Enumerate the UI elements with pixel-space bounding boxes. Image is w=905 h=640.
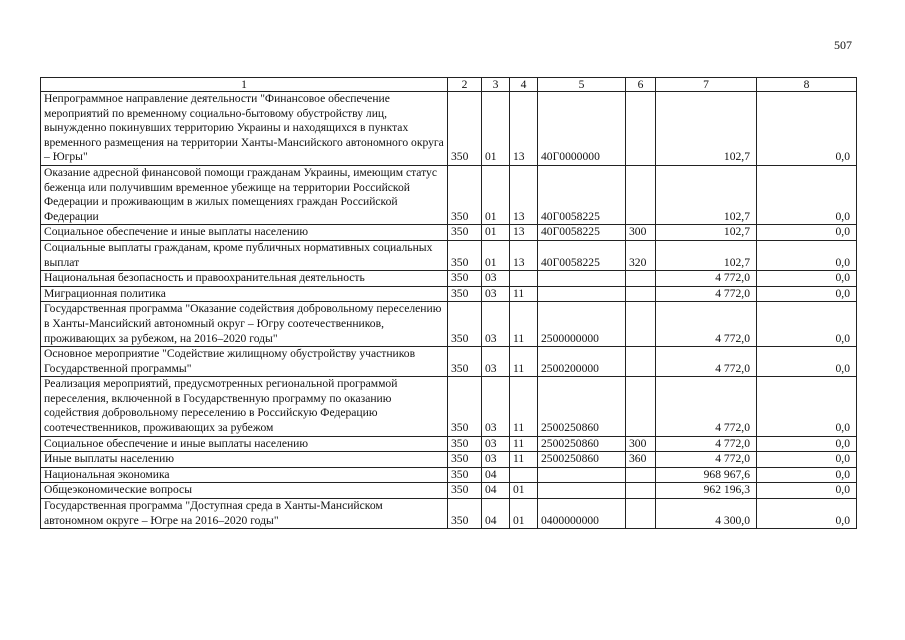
amount-year-2: 0,0 xyxy=(757,165,857,224)
amount-year-2: 0,0 xyxy=(757,92,857,166)
code-target: 40Г0058225 xyxy=(538,165,626,224)
column-header: 4 xyxy=(510,78,538,92)
table-row xyxy=(41,240,857,270)
budget-table xyxy=(40,77,857,529)
amount-year-2: 0,0 xyxy=(757,286,857,302)
table-row xyxy=(41,452,857,468)
code-expense-type xyxy=(626,347,656,377)
code-adm: 350 xyxy=(448,452,482,468)
column-header: 5 xyxy=(538,78,626,92)
code-subsection: 11 xyxy=(510,436,538,452)
column-header: 8 xyxy=(757,78,857,92)
code-adm: 350 xyxy=(448,286,482,302)
code-section: 03 xyxy=(482,286,510,302)
code-adm: 350 xyxy=(448,92,482,166)
code-target: 40Г0000000 xyxy=(538,92,626,166)
code-adm: 350 xyxy=(448,302,482,347)
code-section: 04 xyxy=(482,483,510,499)
code-section: 03 xyxy=(482,347,510,377)
row-name: Социальное обеспечение и иные выплаты населению xyxy=(41,436,448,452)
amount-year-1: 4 772,0 xyxy=(656,347,757,377)
code-expense-type xyxy=(626,377,656,436)
row-name: Основное мероприятие "Содействие жилищному обустройству участников Государственной программы" xyxy=(41,347,448,377)
code-subsection: 01 xyxy=(510,483,538,499)
code-adm: 350 xyxy=(448,271,482,287)
column-header: 2 xyxy=(448,78,482,92)
amount-year-1: 102,7 xyxy=(656,92,757,166)
code-expense-type xyxy=(626,286,656,302)
code-subsection: 01 xyxy=(510,499,538,529)
amount-year-1: 4 300,0 xyxy=(656,499,757,529)
code-expense-type xyxy=(626,165,656,224)
code-target: 40Г0058225 xyxy=(538,240,626,270)
amount-year-2: 0,0 xyxy=(757,302,857,347)
row-name: Национальная безопасность и правоохранительная деятельность xyxy=(41,271,448,287)
code-subsection xyxy=(510,467,538,483)
amount-year-2: 0,0 xyxy=(757,225,857,241)
amount-year-1: 4 772,0 xyxy=(656,271,757,287)
row-name: Миграционная политика xyxy=(41,286,448,302)
code-subsection: 11 xyxy=(510,286,538,302)
code-adm: 350 xyxy=(448,225,482,241)
code-adm: 350 xyxy=(448,165,482,224)
code-target xyxy=(538,483,626,499)
code-section: 03 xyxy=(482,452,510,468)
amount-year-1: 102,7 xyxy=(656,240,757,270)
code-target: 2500250860 xyxy=(538,436,626,452)
code-adm: 350 xyxy=(448,483,482,499)
row-name: Общеэкономические вопросы xyxy=(41,483,448,499)
code-target xyxy=(538,271,626,287)
row-name: Государственная программа "Доступная среда в Ханты-Мансийском автономном округе – Югре на 2016–2020 годы" xyxy=(41,499,448,529)
amount-year-1: 962 196,3 xyxy=(656,483,757,499)
code-adm: 350 xyxy=(448,499,482,529)
code-target xyxy=(538,467,626,483)
table-row xyxy=(41,436,857,452)
row-name: Социальные выплаты гражданам, кроме публичных нормативных социальных выплат xyxy=(41,240,448,270)
table-row xyxy=(41,483,857,499)
code-subsection: 11 xyxy=(510,377,538,436)
column-header: 6 xyxy=(626,78,656,92)
amount-year-1: 4 772,0 xyxy=(656,286,757,302)
row-name: Непрограммное направление деятельности "Финансовое обеспечение мероприятий по временному социально-бытовому обустройству лиц, вынужденно покинувших территорию Украины и находящихся в пунктах временного размещения на территории Ханты-Мансийского автономного округа – Югры" xyxy=(41,92,448,166)
code-target: 2500250860 xyxy=(538,377,626,436)
code-section: 01 xyxy=(482,92,510,166)
code-expense-type xyxy=(626,302,656,347)
code-subsection: 13 xyxy=(510,165,538,224)
code-expense-type xyxy=(626,499,656,529)
code-subsection: 11 xyxy=(510,452,538,468)
amount-year-1: 102,7 xyxy=(656,165,757,224)
code-expense-type: 320 xyxy=(626,240,656,270)
table-row xyxy=(41,165,857,224)
amount-year-1: 102,7 xyxy=(656,225,757,241)
amount-year-2: 0,0 xyxy=(757,240,857,270)
amount-year-2: 0,0 xyxy=(757,499,857,529)
amount-year-2: 0,0 xyxy=(757,271,857,287)
row-name: Реализация мероприятий, предусмотренных региональной программой переселения, включенной в Государственную программу по оказанию содействия добровольному переселению в Российскую Федерацию соотечественников, проживающих за рубежом xyxy=(41,377,448,436)
column-header: 7 xyxy=(656,78,757,92)
code-adm: 350 xyxy=(448,377,482,436)
code-subsection: 13 xyxy=(510,240,538,270)
code-section: 03 xyxy=(482,377,510,436)
amount-year-2: 0,0 xyxy=(757,347,857,377)
code-expense-type: 300 xyxy=(626,436,656,452)
table-row xyxy=(41,286,857,302)
amount-year-2: 0,0 xyxy=(757,377,857,436)
row-name: Социальное обеспечение и иные выплаты населению xyxy=(41,225,448,241)
code-section: 01 xyxy=(482,165,510,224)
table-row xyxy=(41,377,857,436)
row-name: Государственная программа "Оказание содействия добровольному переселению в Ханты-Мансийский автономный округ – Югру соотечественников, проживающих за рубежом, на 2016–2020 годы" xyxy=(41,302,448,347)
code-subsection xyxy=(510,271,538,287)
code-expense-type xyxy=(626,271,656,287)
page-number: 507 xyxy=(834,38,852,52)
table-row xyxy=(41,92,857,166)
column-header: 3 xyxy=(482,78,510,92)
code-subsection: 11 xyxy=(510,347,538,377)
code-adm: 350 xyxy=(448,467,482,483)
amount-year-2: 0,0 xyxy=(757,483,857,499)
amount-year-2: 0,0 xyxy=(757,436,857,452)
table-row xyxy=(41,225,857,241)
code-expense-type xyxy=(626,92,656,166)
code-expense-type xyxy=(626,483,656,499)
code-target: 2500200000 xyxy=(538,347,626,377)
code-adm: 350 xyxy=(448,347,482,377)
column-header: 1 xyxy=(41,78,448,92)
row-name: Оказание адресной финансовой помощи гражданам Украины, имеющим статус беженца или получившим временное убежище на территории Российской Федерации и проживающим в жилых помещениях граждан Российской Федерации xyxy=(41,165,448,224)
code-subsection: 13 xyxy=(510,225,538,241)
row-name: Национальная экономика xyxy=(41,467,448,483)
code-expense-type: 300 xyxy=(626,225,656,241)
amount-year-1: 968 967,6 xyxy=(656,467,757,483)
code-adm: 350 xyxy=(448,240,482,270)
code-section: 03 xyxy=(482,302,510,347)
table-row xyxy=(41,302,857,347)
code-section: 03 xyxy=(482,436,510,452)
table-row xyxy=(41,271,857,287)
code-section: 01 xyxy=(482,240,510,270)
table-row xyxy=(41,467,857,483)
table-row xyxy=(41,499,857,529)
amount-year-1: 4 772,0 xyxy=(656,436,757,452)
code-target: 40Г0058225 xyxy=(538,225,626,241)
row-name: Иные выплаты населению xyxy=(41,452,448,468)
amount-year-2: 0,0 xyxy=(757,467,857,483)
table-row xyxy=(41,347,857,377)
code-section: 04 xyxy=(482,467,510,483)
code-target: 2500000000 xyxy=(538,302,626,347)
code-section: 01 xyxy=(482,225,510,241)
code-target xyxy=(538,286,626,302)
code-adm: 350 xyxy=(448,436,482,452)
code-target: 0400000000 xyxy=(538,499,626,529)
amount-year-2: 0,0 xyxy=(757,452,857,468)
code-section: 03 xyxy=(482,271,510,287)
amount-year-1: 4 772,0 xyxy=(656,452,757,468)
code-subsection: 11 xyxy=(510,302,538,347)
code-expense-type xyxy=(626,467,656,483)
amount-year-1: 4 772,0 xyxy=(656,377,757,436)
code-section: 04 xyxy=(482,499,510,529)
code-expense-type: 360 xyxy=(626,452,656,468)
amount-year-1: 4 772,0 xyxy=(656,302,757,347)
code-subsection: 13 xyxy=(510,92,538,166)
table-header-row xyxy=(41,78,857,92)
code-target: 2500250860 xyxy=(538,452,626,468)
